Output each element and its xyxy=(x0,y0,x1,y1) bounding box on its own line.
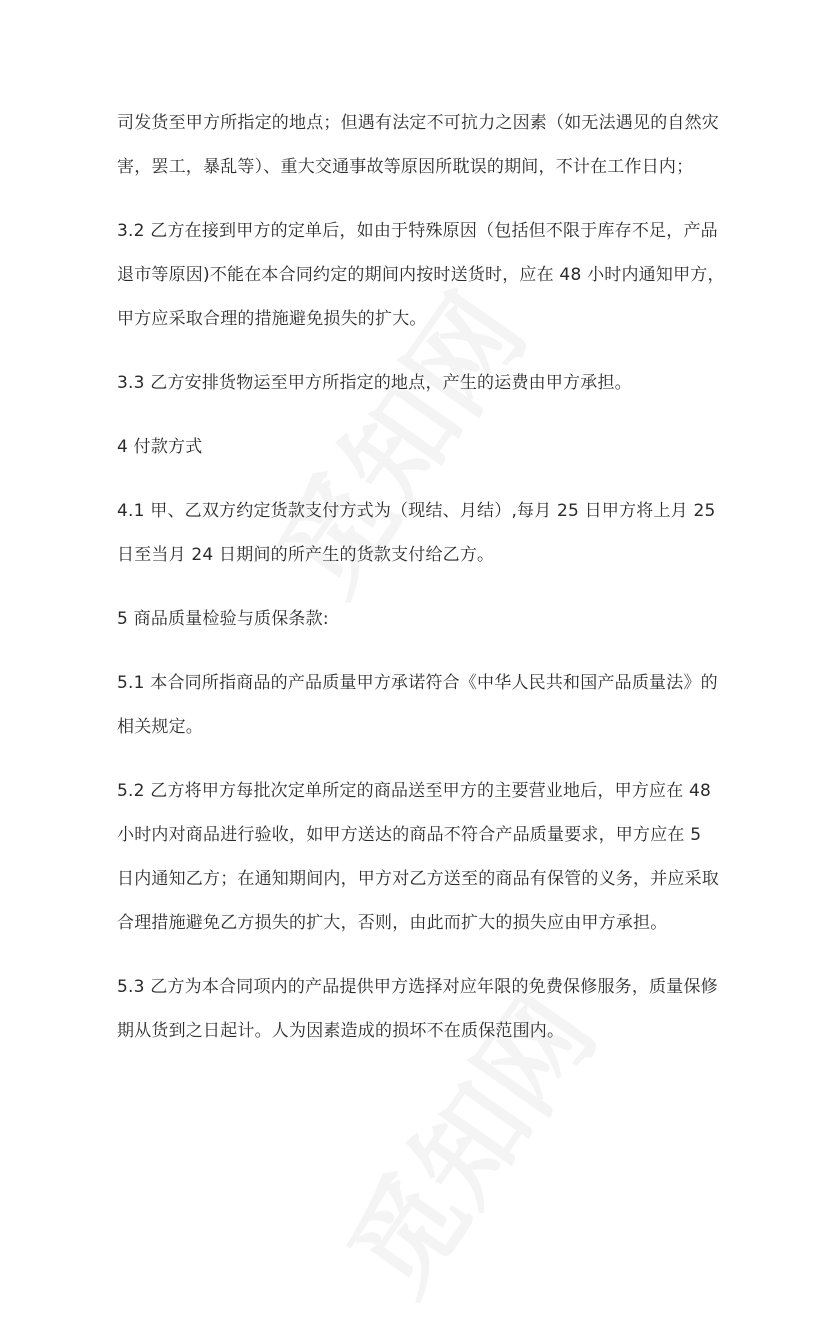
paragraph xyxy=(117,209,727,341)
document-page xyxy=(117,101,727,1073)
text-line: 日至当月 24 日期间的所产生的货款支付给乙方。 xyxy=(117,545,495,565)
text-line: 4 付款方式 xyxy=(117,437,203,457)
text-line: 期从货到之日起计。人为因素造成的损坏不在质保范围内。 xyxy=(117,1021,565,1041)
text-line: 5.3 乙方为本合同项内的产品提供甲方选择对应年限的免费保修服务，质量保修 xyxy=(117,977,718,997)
paragraph xyxy=(117,489,727,577)
text-line: 害，罢工，暴乱等）、重大交通事故等原因所耽误的期间，不计在工作日内； xyxy=(117,157,694,177)
text-line: 日内通知乙方；在通知期间内，甲方对乙方送至的商品有保管的义务，并应采取 xyxy=(117,869,719,889)
text-line: 小时内对商品进行验收，如甲方送达的商品不符合产品质量要求，甲方应在 5 xyxy=(117,825,702,845)
text-line: 退市等原因)不能在本合同约定的期间内按时送货时，应在 48 小时内通知甲方， xyxy=(117,265,725,285)
text-line: 5.1 本合同所指商品的产品质量甲方承诺符合《中华人民共和国产品质量法》的 xyxy=(117,673,718,693)
paragraph xyxy=(117,425,727,469)
text-line: 3.3 乙方安排货物运至甲方所指定的地点，产生的运费由甲方承担。 xyxy=(117,373,632,393)
paragraph xyxy=(117,661,727,749)
text-line: 甲方应采取合理的措施避免损失的扩大。 xyxy=(117,309,427,329)
text-line: 相关规定。 xyxy=(117,717,203,737)
text-line: 4.1 甲、乙双方约定货款支付方式为（现结、月结）,每月 25 日甲方将上月 25 xyxy=(117,501,716,521)
text-line: 5 商品质量检验与质保条款: xyxy=(117,609,329,629)
paragraph xyxy=(117,361,727,405)
paragraph xyxy=(117,965,727,1053)
text-line: 3.2 乙方在接到甲方的定单后，如由于特殊原因（包括但不限于库存不足，产品 xyxy=(117,221,718,241)
paragraph xyxy=(117,597,727,641)
paragraph xyxy=(117,101,727,189)
text-line: 合理措施避免乙方损失的扩大，否则，由此而扩大的损失应由甲方承担。 xyxy=(117,913,668,933)
text-line: 5.2 乙方将甲方每批次定单所定的商品送至甲方的主要营业地后，甲方应在 48 xyxy=(117,781,712,801)
text-line: 司发货至甲方所指定的地点；但遇有法定不可抗力之因素（如无法遇见的自然灾 xyxy=(117,113,719,133)
paragraph xyxy=(117,769,727,945)
